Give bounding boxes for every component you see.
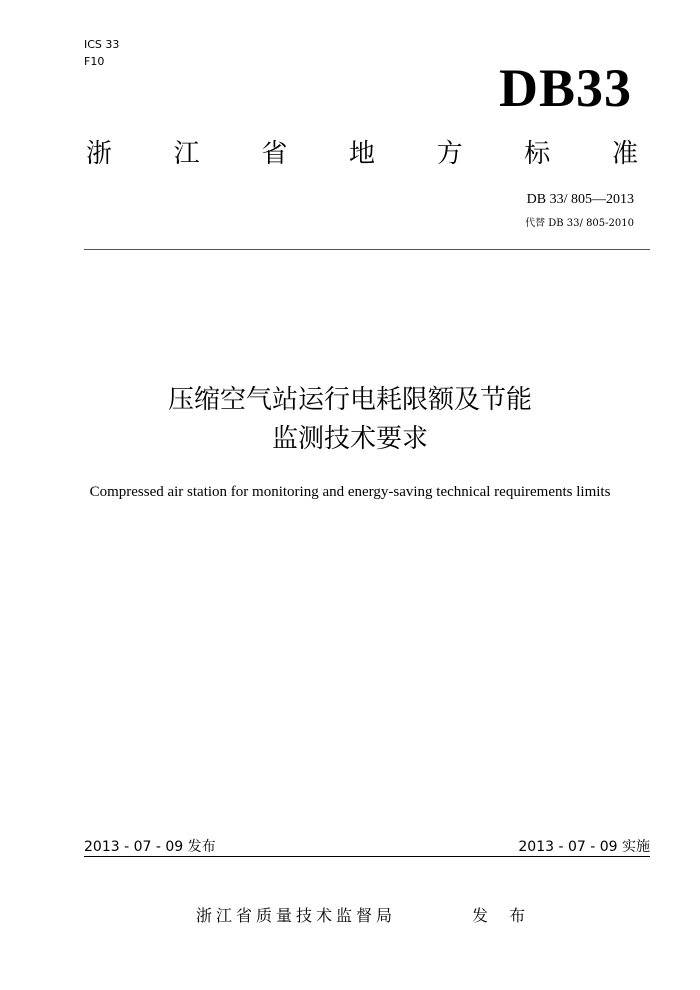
- db33-logo: DB33: [498, 58, 632, 118]
- standard-type-title: [86, 136, 638, 172]
- standard-type-char: 标: [524, 139, 551, 169]
- footer-divider: [84, 856, 650, 857]
- standard-type-char: 方: [436, 139, 463, 169]
- header-divider: [84, 249, 650, 250]
- standard-type-char: 准: [611, 139, 638, 169]
- publisher-name: 浙江省质量技术监督局: [196, 906, 397, 925]
- document-title-english: Compressed air station for monitoring and energy-saving technical requirements limits: [89, 484, 611, 500]
- standard-type-char: 省: [261, 139, 288, 169]
- standard-type-char: 浙: [86, 139, 113, 169]
- document-title-line2: 监测技术要求: [271, 424, 428, 454]
- release-date: 2013 - 07 - 09 发布: [84, 839, 216, 855]
- standard-type-char: 地: [348, 139, 375, 169]
- replaces-standard: 代替 DB 33/ 805-2010: [525, 218, 634, 229]
- implementation-date: 2013 - 07 - 09 实施: [518, 839, 650, 855]
- standard-number: DB 33/ 805—2013: [526, 192, 634, 207]
- standard-type-char: 江: [173, 139, 200, 169]
- document-title-line1: 压缩空气站运行电耗限额及节能: [167, 385, 532, 415]
- publish-label: 发 布: [472, 906, 534, 925]
- classification-code: F10: [84, 55, 105, 68]
- ics-code: ICS 33: [84, 38, 120, 51]
- classification-codes: [84, 36, 119, 70]
